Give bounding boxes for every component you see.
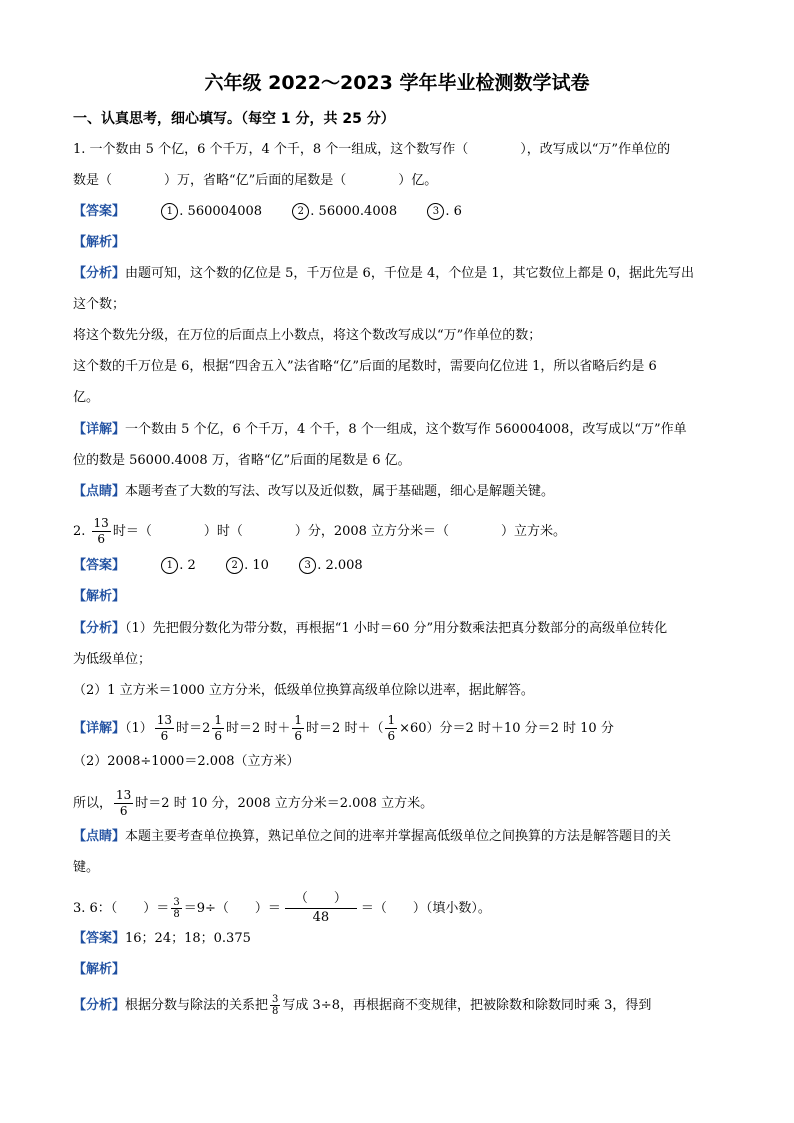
fraction-blank-48: （ ） 48 bbox=[285, 890, 357, 927]
circle-number: 3 bbox=[427, 203, 444, 220]
q2-detail-line2: （2）2008÷1000＝2.008（立方米） bbox=[73, 754, 300, 769]
q1-dianjing: 【点睛】本题考查了大数的写法、改写以及近似数，属于基础题，细心是解题关键。 bbox=[73, 484, 555, 499]
q2-fenxi-line2: 为低级单位； bbox=[73, 652, 152, 667]
q1-analysis-tag: 【解析】 bbox=[73, 235, 126, 250]
fraction-3-8: $\frac{3}{8}$ bbox=[173, 897, 180, 920]
q2-detail-line1: 【详解】（1） $\frac{13}{6}$ 时＝2 $\frac{1}{6}$ 时＝2 时＋ $\frac{1}{6}$ 时＝2 时＋（ $\frac{1}{6}$ ×60）分＝2 时＋10 分＝2 时 10 分 bbox=[73, 713, 614, 743]
q2-stem: 2. $\frac{13}{6}$ 时＝（ ）时（ ）分，2008 立方分米＝（ ）立方米。 bbox=[73, 516, 567, 546]
q1-fenxi-line1: 【分析】由题可知，这个数的亿位是 5，千万位是 6，千位是 4，个位是 1，其它数位上都是 0，据此先写出 bbox=[73, 266, 695, 281]
q1-answer-2: . 56000.4008 bbox=[310, 204, 398, 219]
q3-analysis-tag: 【解析】 bbox=[73, 962, 126, 977]
q1-answer-3: . 6 bbox=[445, 204, 462, 219]
q2-answer-3: . 2.008 bbox=[317, 558, 363, 573]
q2-analysis-tag: 【解析】 bbox=[73, 589, 126, 604]
section-heading: 一、认真思考，细心填写。（每空 1 分，共 25 分） bbox=[73, 111, 395, 127]
q1-detail-line2: 位的数是 56000.4008 万，省略“亿”后面的尾数是 6 亿。 bbox=[73, 453, 411, 468]
q2-answer-1: . 2 bbox=[179, 558, 196, 573]
circle-number: 2 bbox=[226, 557, 243, 574]
q1-fenxi-line2: 这个数； bbox=[73, 297, 126, 312]
q2-dianjing-line1: 【点睛】本题主要考查单位换算，熟记单位之间的进率并掌握高低级单位之间换算的方法是解答题目的关 bbox=[73, 829, 672, 844]
circle-number: 1 bbox=[161, 203, 178, 220]
answer-tag: 【答案】 bbox=[73, 204, 126, 219]
circle-number: 1 bbox=[161, 557, 178, 574]
q2-fenxi-line1: 【分析】（1）先把假分数化为带分数，再根据“1 小时＝60 分”用分数乘法把真分数部分的高级单位转化 bbox=[73, 621, 668, 636]
q1-detail-line1: 【详解】一个数由 5 个亿，6 个千万，4 个千，8 个一组成，这个数写作 560004008，改写成以“万”作单 bbox=[73, 422, 687, 437]
q2-fenxi-line3: （2）1 立方米＝1000 立方分米，低级单位换算高级单位除以进率，据此解答。 bbox=[73, 683, 534, 698]
q1-stem-line1: 1. 一个数由 5 个亿，6 个千万，4 个千，8 个一组成，这个数写作（ ），改写成以“万”作单位的 bbox=[73, 142, 671, 157]
q1-answer-row bbox=[73, 202, 462, 222]
fraction-13-6: $\frac{13}{6}$ bbox=[93, 516, 109, 546]
q1-fenxi-line3: 将这个数先分级，在万位的后面点上小数点，将这个数改写成以“万”作单位的数； bbox=[73, 328, 542, 343]
answer-tag: 【答案】 bbox=[73, 558, 126, 573]
q2-dianjing-line2: 键。 bbox=[73, 860, 100, 875]
q3-stem: 3. 6：（ ）＝ $\frac{3}{8}$ ＝9÷（ ）＝ （ ） 48 ＝（ ）（填小数）。 bbox=[73, 891, 491, 925]
q1-stem-line2: 数是（ ）万，省略“亿”后面的尾数是（ ）亿。 bbox=[73, 173, 438, 188]
q2-so-line: 所以， $\frac{13}{6}$ 时＝2 时 10 分，2008 立方分米＝2.008 立方米。 bbox=[73, 788, 434, 818]
q3-answer-row: 【答案】16；24；18；0.375 bbox=[73, 931, 251, 946]
q2-answer-row bbox=[73, 556, 363, 576]
q1-answer-1: . 560004008 bbox=[179, 204, 263, 219]
q1-fenxi-line5: 亿。 bbox=[73, 390, 100, 405]
q3-answer: 16；24；18；0.375 bbox=[125, 931, 251, 946]
q1-fenxi-line4: 这个数的千万位是 6，根据“四舍五入”法省略“亿”后面的尾数时，需要向亿位进 1，所以省略后约是 6 bbox=[73, 359, 657, 374]
q2-answer-2: . 10 bbox=[244, 558, 269, 573]
page-title: 六年级 2022～2023 学年毕业检测数学试卷 bbox=[204, 72, 590, 94]
circle-number: 3 bbox=[299, 557, 316, 574]
circle-number: 2 bbox=[292, 203, 309, 220]
q3-fenxi-line1: 【分析】根据分数与除法的关系把 $\frac{3}{8}$ 写成 3÷8，再根据商不变规律，把被除数和除数同时乘 3，得到 bbox=[73, 994, 652, 1017]
